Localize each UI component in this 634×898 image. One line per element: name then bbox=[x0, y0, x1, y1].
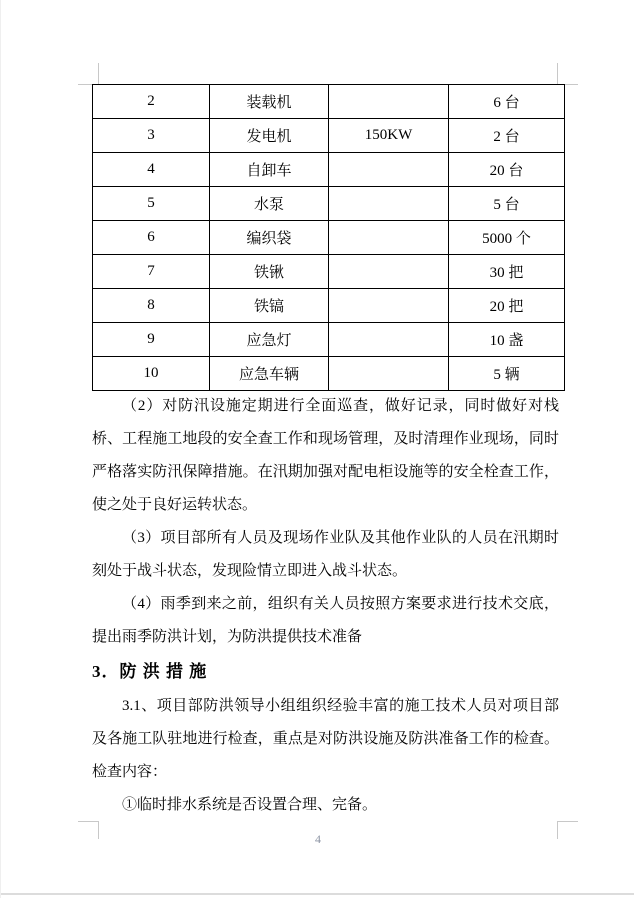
cell-index: 6 bbox=[93, 221, 210, 255]
cell-spec bbox=[329, 85, 449, 119]
cell-index: 5 bbox=[93, 187, 210, 221]
cell-index: 4 bbox=[93, 153, 210, 187]
cell-name: 编织袋 bbox=[210, 221, 329, 255]
paragraph-inspection-patrol: （2）对防汛设施定期进行全面巡查，做好记录，同时做好对栈桥、工程施工地段的安全查工作和现场管理，及时清理作业现场，同时严格落实防汛保障措施。在汛期加强对配电柜设施等的安全栓查工作，使之处于良好运转状态。 bbox=[92, 398, 559, 513]
section-heading-flood-measures: 3．防 洪 措 施 bbox=[92, 662, 208, 681]
table-row bbox=[93, 289, 565, 323]
cell-spec bbox=[329, 187, 449, 221]
cell-spec bbox=[329, 357, 449, 391]
cell-index: 10 bbox=[93, 357, 210, 391]
cell-index: 2 bbox=[93, 85, 210, 119]
cell-index: 3 bbox=[93, 119, 210, 153]
table-row bbox=[93, 255, 565, 289]
cell-index: 7 bbox=[93, 255, 210, 289]
page-number: 4 bbox=[315, 832, 321, 846]
cell-name: 发电机 bbox=[210, 119, 329, 153]
cell-quantity: 5000 个 bbox=[449, 221, 565, 255]
cell-name: 应急灯 bbox=[210, 323, 329, 357]
table-row bbox=[93, 357, 565, 391]
margin-crop-mark-top-left-icon bbox=[78, 63, 99, 85]
cell-quantity: 10 盏 bbox=[449, 323, 565, 357]
paragraph-3-1-inspection: 3.1、项目部防洪领导小组组织经验丰富的施工技术人员对项目部及各施工队驻地进行检查，重点是对防洪设施及防洪准备工作的检查。检查内容： bbox=[92, 698, 559, 780]
page-bottom-edge bbox=[1, 893, 634, 895]
table-row bbox=[93, 153, 565, 187]
cell-spec bbox=[329, 153, 449, 187]
table-row bbox=[93, 85, 565, 119]
cell-quantity: 20 把 bbox=[449, 289, 565, 323]
cell-quantity: 5 台 bbox=[449, 187, 565, 221]
margin-crop-mark-top-right-icon bbox=[557, 63, 578, 85]
cell-spec bbox=[329, 289, 449, 323]
table-row bbox=[93, 187, 565, 221]
cell-spec bbox=[329, 221, 449, 255]
paragraph-personnel-readiness: （3）项目部所有人员及现场作业队及其他作业队的人员在汛期时刻处于战斗状态，发现险情立即进入战斗状态。 bbox=[92, 530, 559, 579]
cell-quantity: 20 台 bbox=[449, 153, 565, 187]
cell-spec bbox=[329, 255, 449, 289]
paragraph-check-item-1: ①临时排水系统是否设置合理、完备。 bbox=[122, 797, 378, 813]
cell-name: 应急车辆 bbox=[210, 357, 329, 391]
cell-name: 水泵 bbox=[210, 187, 329, 221]
table-row bbox=[93, 221, 565, 255]
cell-quantity: 2 台 bbox=[449, 119, 565, 153]
cell-quantity: 30 把 bbox=[449, 255, 565, 289]
table-row bbox=[93, 119, 565, 153]
cell-name: 铁锹 bbox=[210, 255, 329, 289]
cell-quantity: 5 辆 bbox=[449, 357, 565, 391]
paragraph-technical-preparation: （4）雨季到来之前，组织有关人员按照方案要求进行技术交底，提出雨季防洪计划，为防洪提供技术准备 bbox=[92, 596, 559, 645]
equipment-table bbox=[92, 84, 565, 391]
cell-name: 铁镐 bbox=[210, 289, 329, 323]
cell-quantity: 6 台 bbox=[449, 85, 565, 119]
table-row bbox=[93, 323, 565, 357]
cell-spec bbox=[329, 323, 449, 357]
cell-name: 装载机 bbox=[210, 85, 329, 119]
document-body-text bbox=[92, 390, 559, 822]
cell-name: 自卸车 bbox=[210, 153, 329, 187]
cell-index: 8 bbox=[93, 289, 210, 323]
cell-index: 9 bbox=[93, 323, 210, 357]
cell-spec: 150KW bbox=[329, 119, 449, 153]
